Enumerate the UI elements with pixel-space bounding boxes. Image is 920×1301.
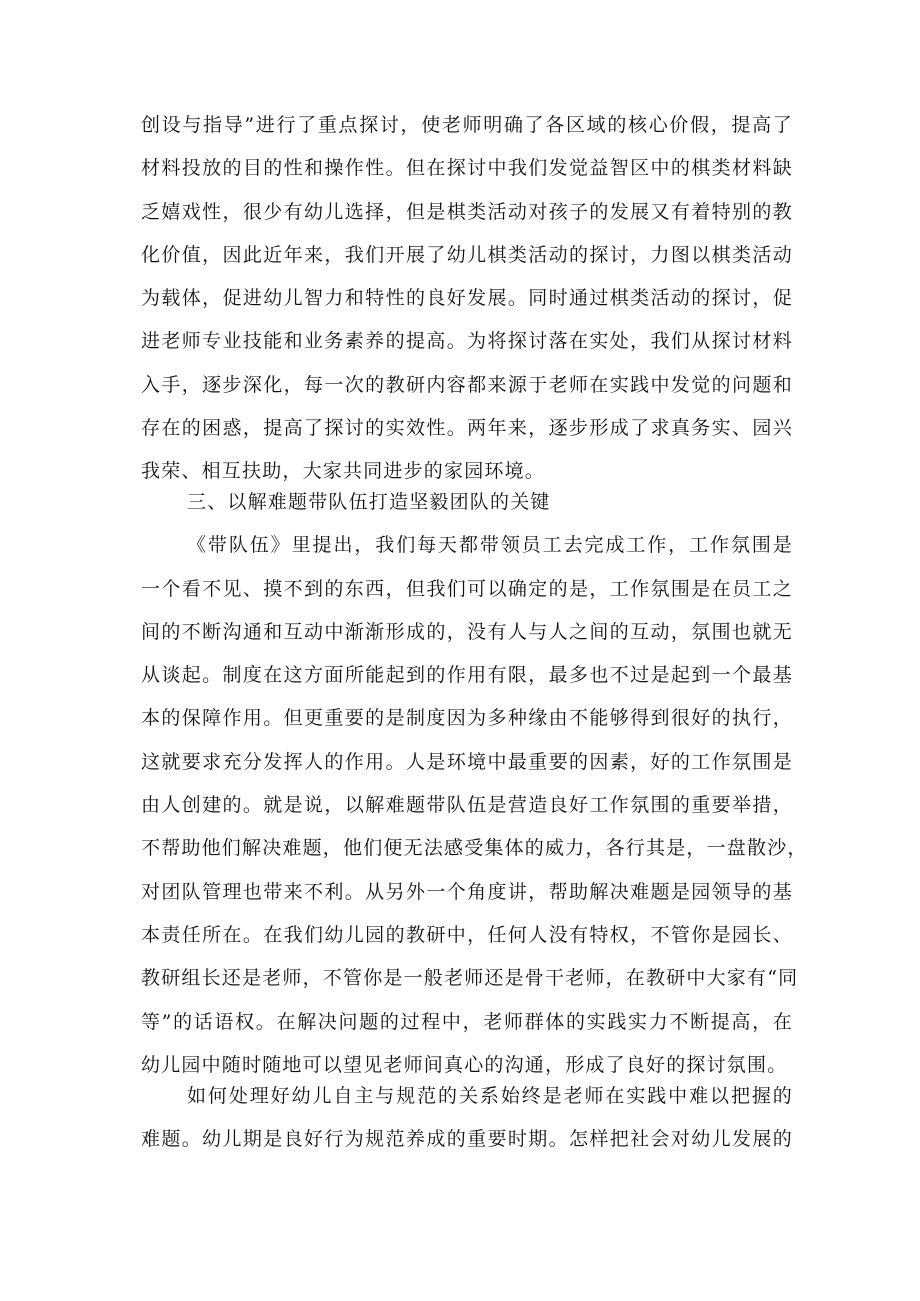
text-line: 材料投放的目的性和操作性。但在探讨中我们发觉益智区中的棋类材料缺 bbox=[141, 157, 793, 180]
text-line: 存在的困惑，提高了探讨的实效性。两年来，逐步形成了求真务实、园兴 bbox=[141, 417, 793, 440]
text-line: 《带队伍》里提出，我们每天都带领员工去完成工作，工作氛围是 bbox=[187, 534, 793, 557]
text-line: 为载体，促进幼儿智力和特性的良好发展。同时通过棋类活动的探讨，促 bbox=[141, 287, 793, 310]
paragraph-3 bbox=[141, 1075, 793, 1162]
text-line: 这就要求充分发挥人的作用。人是环境中最重要的因素，好的工作氛围是 bbox=[141, 750, 793, 773]
text-line: 本责任所在。在我们幼儿园的教研中，任何人没有特权，不管你是园长、 bbox=[141, 923, 793, 946]
text-line: 难题。幼儿期是良好行为规范养成的重要时期。怎样把社会对幼儿发展的 bbox=[141, 1128, 793, 1151]
text-line: 对团队管理也带来不利。从另外一个角度讲，帮助解决难题是园领导的基 bbox=[141, 880, 793, 903]
text-line: 本的保障作用。但更重要的是制度因为多种缘由不能够得到很好的执行， bbox=[141, 707, 793, 730]
text-line: 一个看不见、摸不到的东西，但我们可以确定的是，工作氛围是在员工之 bbox=[141, 577, 793, 600]
section-heading: 三、以解难题带队伍打造坚毅团队的关键 bbox=[187, 491, 551, 513]
text-line: 从谈起。制度在这方面所能起到的作用有限，最多也不过是起到一个最基 bbox=[141, 664, 793, 687]
text-line: 如何处理好幼儿自主与规范的关系始终是老师在实践中难以把握的 bbox=[187, 1085, 793, 1107]
text-line: 乏嬉戏性，很少有幼儿选择，但是棋类活动对孩子的发展又有着特别的教 bbox=[141, 200, 793, 223]
text-line: 幼儿园中随时随地可以望见老师间真心的沟通，形成了良好的探讨氛围。 bbox=[141, 1053, 788, 1076]
text-line: 等”的话语权。在解决问题的过程中，老师群体的实践实力不断提高，在 bbox=[141, 1010, 793, 1033]
text-line: 间的不断沟通和互动中渐渐形成的，没有人与人之间的互动，氛围也就无 bbox=[141, 620, 793, 643]
text-line: 教研组长还是老师，不管你是一般老师还是骨干老师，在教研中大家有“同 bbox=[141, 967, 799, 990]
text-line: 进老师专业技能和业务素养的提高。为将探讨落在实处，我们从探讨材料 bbox=[141, 330, 793, 353]
text-line: 我荣、相互扶助，大家共同进步的家园环境。 bbox=[141, 460, 546, 483]
text-line: 入手，逐步深化，每一次的教研内容都来源于老师在实践中发觉的问题和 bbox=[141, 373, 793, 396]
text-line: 不帮助他们解决难题，他们便无法感受集体的威力，各行其是，一盘散沙， bbox=[141, 837, 808, 860]
text-line: 由人创建的。就是说，以解难题带队伍是营造良好工作氛围的重要举措， bbox=[141, 794, 793, 817]
section-3 bbox=[141, 481, 808, 1087]
text-line: 创设与指导”进行了重点探讨，使老师明确了各区域的核心价假，提高了 bbox=[141, 114, 793, 136]
text-line: 化价值，因此近年来，我们开展了幼儿棋类活动的探讨，力图以棋类活动 bbox=[141, 243, 793, 266]
paragraph-1 bbox=[141, 104, 793, 494]
